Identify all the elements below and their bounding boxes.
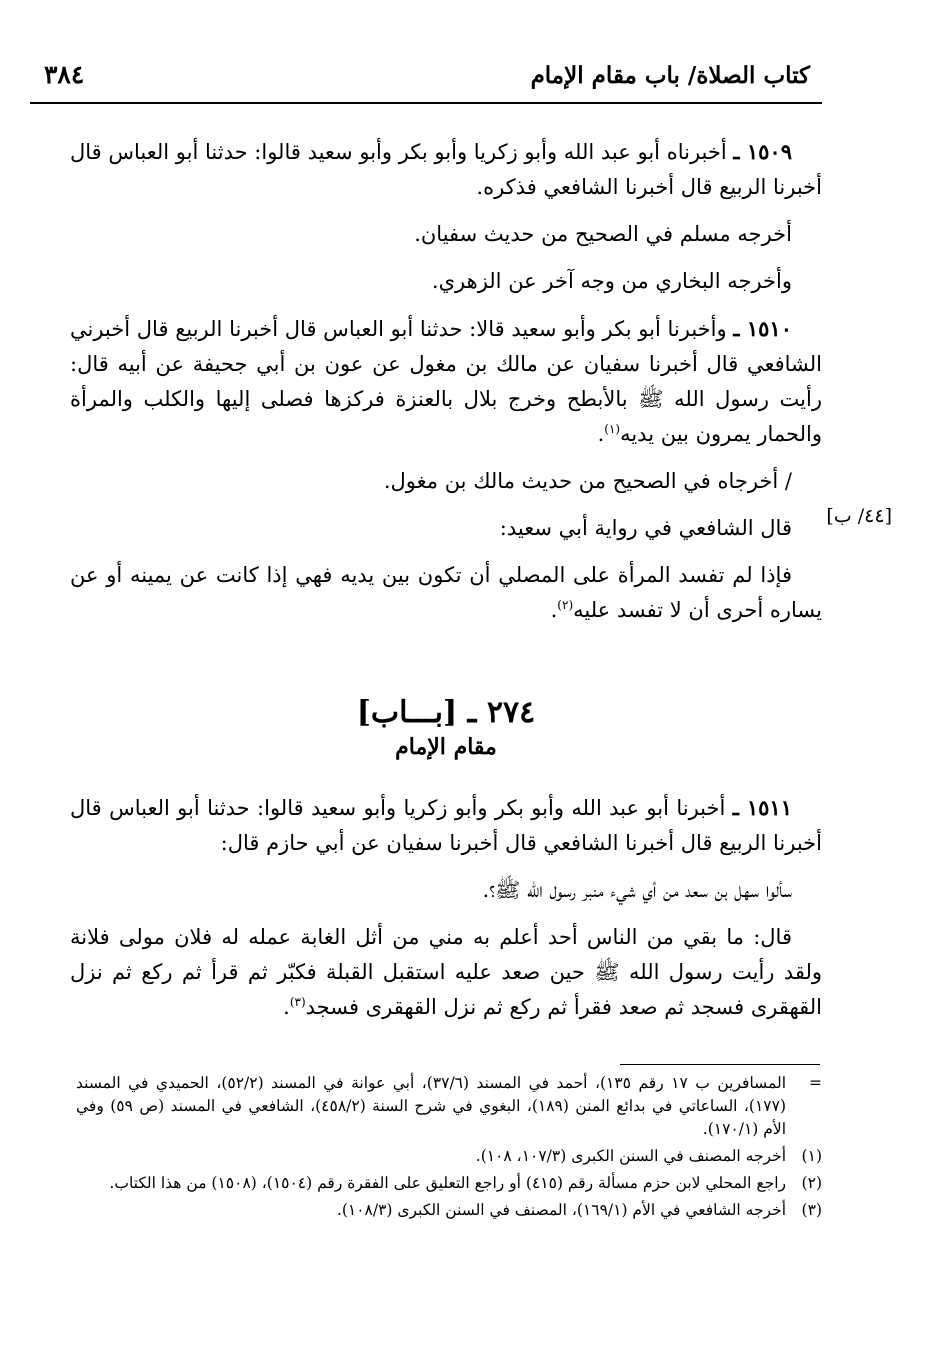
paragraph-text: وأخرجه البخاري من وجه آخر عن الزهري. bbox=[431, 269, 792, 293]
hadith-number: ١٥١٠ ـ bbox=[733, 316, 792, 341]
chapter-number: ٢٧٤ ـ [بـــاب] bbox=[356, 695, 536, 730]
footnote-mark: (٣) bbox=[801, 1201, 822, 1219]
paragraph-text: أخبرنا أبو عبد الله وأبو بكر وأبو زكريا وأبو سعيد قالوا: حدثنا أبو العباس قال أخبرنا الربيع قال أخبرنا الشافعي قال أخبرنا سفيان عن أبي حازم قال: bbox=[70, 796, 822, 855]
body-text-top bbox=[70, 134, 822, 640]
paragraph-1509 bbox=[70, 134, 822, 205]
paragraph-text: أخرجه مسلم في الصحيح من حديث سفيان. bbox=[414, 222, 792, 246]
footnote-mark: (١) bbox=[801, 1147, 822, 1165]
footnote-continuation bbox=[76, 1072, 822, 1141]
footnote-ref[interactable]: (٣) bbox=[289, 995, 306, 1009]
hadith-number: ١٥١١ ـ bbox=[732, 795, 792, 820]
paragraph-woman bbox=[70, 558, 822, 628]
chapter-title: مقام الإمام bbox=[395, 734, 497, 760]
paragraph-muslim bbox=[70, 217, 822, 252]
hadith-number: ١٥٠٩ ـ bbox=[733, 139, 792, 164]
footnote-3 bbox=[76, 1199, 822, 1222]
paragraph-text: فإذا لم تفسد المرأة على المصلي أن تكون بين يديه فهي إذا كانت عن يمينه أو عن يساره أحرى أن لا تفسد عليه bbox=[70, 563, 822, 622]
footnote-text: المسافرين ب ١٧ رقم ١٣٥)، أحمد في المسند (٣٧/٦)، أبي عوانة في المسند (٥٢/٢)، الحميدي في المسند (١٧٧)، الساعاتي في بدائع المنن (١٨٩)، البغوي في شرح السنة (٤٥٨/٢)، الشافعي في المسند (ص ٥٩) وفي الأم (١٧٠/١). bbox=[76, 1074, 787, 1138]
paragraph-answer bbox=[70, 920, 822, 1025]
footnotes bbox=[76, 1072, 822, 1226]
paragraph-end: . bbox=[283, 995, 290, 1019]
paragraph-text: قال الشافعي في رواية أبي سعيد: bbox=[499, 516, 792, 540]
paragraph-text: وأخبرنا أبو بكر وأبو سعيد قالا: حدثنا أبو العباس قال أخبرنا الربيع قال أخبرني الشافعي قال أخبرنا سفيان عن مالك بن مغول عن عون بن أبي جحيفة عن أبيه قال: رأيت رسول الله ﷺ بالأبطح وخرج بلال بالعنزة فركزها فصلى إليها والكلب والمرأة والحمار يمرون بين يديه bbox=[70, 317, 822, 446]
paragraph-end: . bbox=[550, 598, 558, 622]
paragraph-end: . bbox=[597, 422, 605, 446]
paragraph-1511 bbox=[70, 790, 822, 861]
paragraph-text: / أخرجاه في الصحيح من حديث مالك بن مغول. bbox=[383, 469, 792, 493]
footnote-mark: = bbox=[809, 1074, 822, 1092]
manuscript-folio-note: [٤٤/ ب] bbox=[826, 505, 892, 527]
footnote-1 bbox=[76, 1145, 822, 1168]
page-number: ٣٨٤ bbox=[44, 60, 85, 89]
paragraph-bukhari bbox=[70, 264, 822, 299]
paragraph-akhrajah bbox=[70, 464, 822, 499]
chapter-heading bbox=[70, 695, 822, 760]
footnote-text: أخرجه المصنف في السنن الكبرى (١٠٧/٣، ١٠٨). bbox=[475, 1147, 786, 1165]
paragraph-question bbox=[70, 873, 822, 908]
paragraph-shafii-said bbox=[70, 511, 822, 546]
footnote-mark: (٢) bbox=[801, 1174, 822, 1192]
footnote-text: أخرجه الشافعي في الأم (١٦٩/١)، المصنف في السنن الكبرى (١٠٨/٣). bbox=[336, 1201, 786, 1219]
page-header bbox=[30, 56, 822, 104]
paragraph-1510 bbox=[70, 311, 822, 452]
paragraph-text: أخبرناه أبو عبد الله وأبو زكريا وأبو بكر وأبو سعيد قالوا: حدثنا أبو العباس قال أخبرنا الربيع قال أخبرنا الشافعي فذكره. bbox=[70, 140, 822, 199]
footnote-ref[interactable]: (١) bbox=[604, 422, 621, 436]
paragraph-text: سألوا سهل بن سعد من أي شيء منبر رسول الله ﷺ؟. bbox=[482, 878, 792, 902]
footnote-text: راجع المحلي لابن حزم مسألة رقم (٤١٥) أو راجع التعليق على الفقرة رقم (١٥٠٤)، (١٥٠٨) من هذا الكتاب. bbox=[109, 1174, 786, 1192]
running-title: كتاب الصلاة/ باب مقام الإمام bbox=[530, 62, 810, 89]
footnote-separator bbox=[620, 1064, 820, 1065]
paragraph-text: قال: ما بقي من الناس أحد أعلم به مني من أثل الغابة عمله له فلان مولى فلانة ولقد رأيت رسول الله ﷺ حين صعد عليه استقبل القبلة فكبّر ثم قرأ ثم ركع ثم نزل القهقرى فسجد ثم صعد فقرأ ثم ركع ثم نزل القهقرى فسجد bbox=[70, 925, 822, 1019]
footnote-2 bbox=[76, 1172, 822, 1195]
body-text-bottom bbox=[70, 790, 822, 1037]
footnote-ref[interactable]: (٢) bbox=[557, 598, 574, 612]
